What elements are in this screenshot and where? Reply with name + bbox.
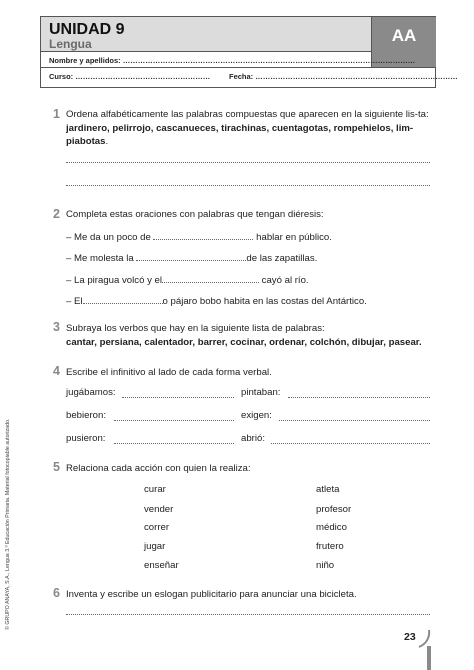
sentence-3-start: – La piragua volcó y el	[66, 275, 162, 286]
level-label: AA	[391, 26, 417, 45]
title-band	[41, 17, 371, 52]
answer-line[interactable]	[279, 420, 430, 421]
sentence-3-end: cayó al río.	[261, 275, 309, 286]
action-word[interactable]: enseñar	[144, 560, 179, 571]
copyright-note: © GRUPO ANAYA, S.A., Lengua 3.º Educación Primaria. Material fotocopiable autorizado.	[5, 418, 11, 630]
sentence-2-start: – Me molesta la	[66, 253, 134, 264]
question-3	[66, 322, 434, 349]
blank-field[interactable]	[162, 273, 259, 283]
question-6-text: Inventa y escribe un eslogan publicitario para anunciar una bicicleta.	[66, 589, 357, 600]
verb-label: jugábamos:	[66, 387, 116, 398]
blank-field[interactable]	[153, 230, 253, 240]
verb-label: abrió:	[241, 433, 265, 444]
course-field[interactable]: Curso: ………………………………………………	[49, 72, 211, 81]
answer-line[interactable]	[122, 397, 234, 398]
sentence-1-end: hablar en público.	[256, 232, 332, 243]
verb-label: pusieron:	[66, 433, 106, 444]
question-3-words: cantar, persiana, calentador, barrer, cocinar, ordenar, colchón, dibujar, pasear.	[66, 336, 422, 348]
blank-field[interactable]	[136, 251, 246, 261]
sentence-2-end: de las zapatillas.	[246, 253, 318, 264]
question-2-text: Completa estas oraciones con palabras que tengan diéresis:	[66, 209, 324, 220]
question-3-text: Subraya los verbos que hay en la siguiente lista de palabras:	[66, 323, 325, 334]
answer-line[interactable]	[66, 162, 430, 163]
sentence-3	[66, 273, 309, 286]
sentence-2	[66, 251, 317, 264]
question-number: 2	[53, 207, 60, 221]
sentence-4-start: – El	[66, 296, 83, 307]
unit-title: UNIDAD 9	[49, 21, 125, 38]
person-word[interactable]: atleta	[316, 484, 340, 495]
question-number: 1	[53, 107, 60, 121]
question-number: 3	[53, 320, 60, 334]
sentence-4	[66, 294, 367, 307]
person-word[interactable]: médico	[316, 522, 347, 533]
action-word[interactable]: vender	[144, 504, 174, 515]
sentence-1-start: – Me da un poco de	[66, 232, 151, 243]
question-number: 5	[53, 460, 60, 474]
question-1	[66, 108, 434, 149]
person-word[interactable]: niño	[316, 560, 335, 571]
question-1-end: .	[105, 136, 109, 147]
answer-line[interactable]	[288, 397, 430, 398]
question-number: 4	[53, 364, 60, 378]
header-divider	[41, 67, 435, 68]
question-1-words: jardinero, pelirrojo, cascanueces, tirachinas, cuentagotas, rompehielos, lim-piabotas	[66, 122, 414, 147]
worksheet-header	[40, 16, 458, 88]
answer-line[interactable]	[271, 443, 430, 444]
verb-label: pintaban:	[241, 387, 281, 398]
verb-label: bebieron:	[66, 410, 107, 421]
question-4-text: Escribe el infinitivo al lado de cada forma verbal.	[66, 367, 272, 378]
action-word[interactable]: jugar	[144, 541, 166, 552]
blank-field[interactable]	[83, 294, 163, 304]
person-word[interactable]: frutero	[316, 541, 344, 552]
sentence-4-end: o pájaro bobo habita en las costas del Antártico.	[162, 296, 367, 307]
page-tab-bar	[427, 646, 431, 670]
question-5-text: Relaciona cada acción con quien la realiza:	[66, 463, 251, 474]
answer-line[interactable]	[66, 614, 430, 615]
answer-line[interactable]	[114, 420, 234, 421]
answer-line[interactable]	[66, 185, 430, 186]
verb-label: exigen:	[241, 410, 272, 421]
answer-line[interactable]	[114, 443, 234, 444]
date-field[interactable]: Fecha: ………………………………………………………………………	[229, 72, 458, 81]
question-1-text: Ordena alfabéticamente las palabras compuestas que aparecen en la siguiente lis-ta:	[66, 109, 429, 120]
question-number: 6	[53, 586, 60, 600]
action-word[interactable]: curar	[144, 484, 166, 495]
name-field[interactable]: Nombre y apellidos: ………………………………………………………………………………………………………	[49, 56, 416, 65]
sentence-1	[66, 230, 332, 243]
action-word[interactable]: correr	[144, 522, 170, 533]
subject-title: Lengua	[49, 37, 92, 51]
person-word[interactable]: profesor	[316, 504, 352, 515]
page-number: 23	[404, 631, 416, 643]
